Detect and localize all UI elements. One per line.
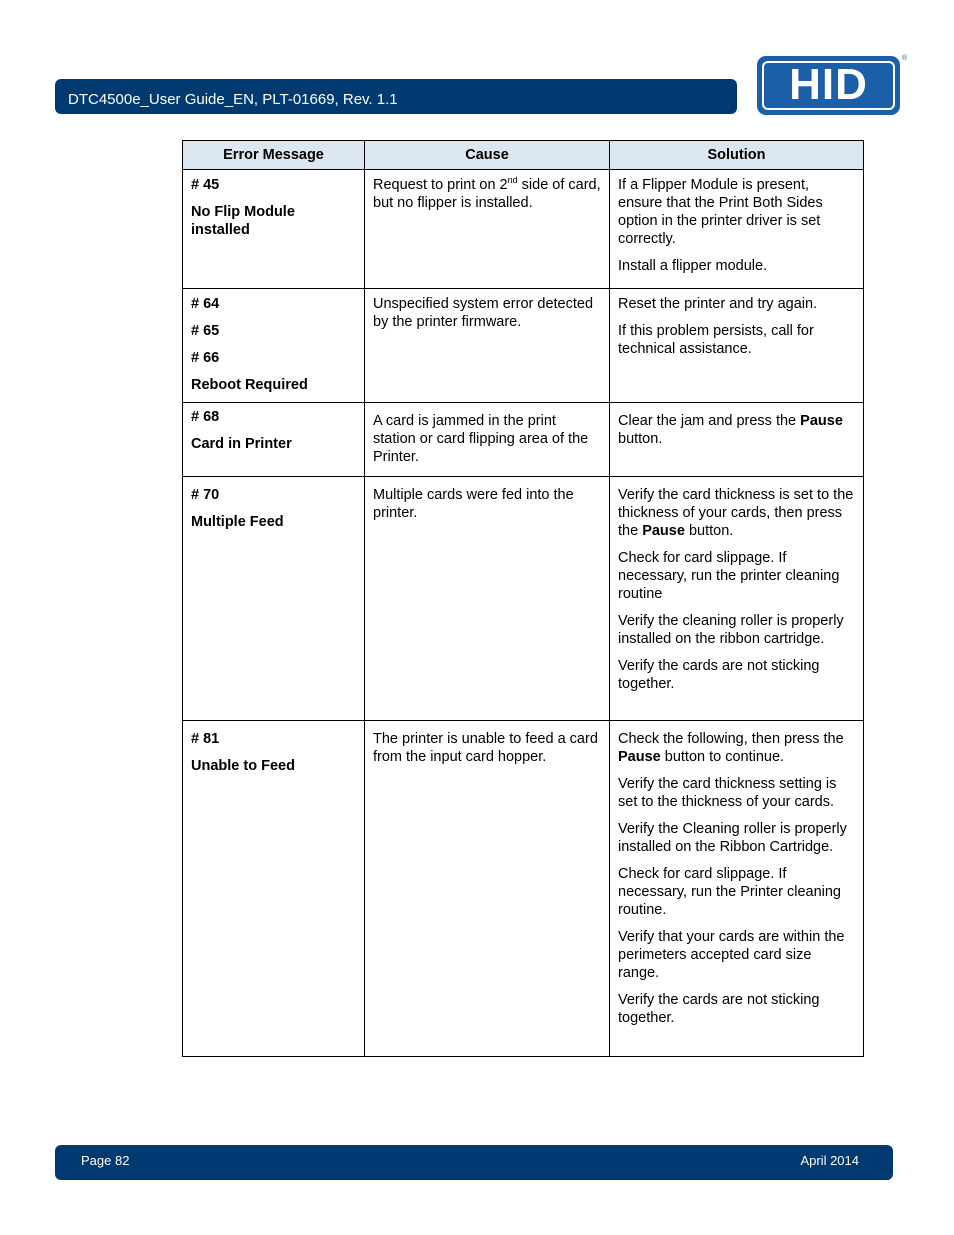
hid-logo	[757, 56, 900, 115]
solution-cell	[610, 721, 864, 1057]
document-header	[55, 79, 737, 114]
solution-text: Install a flipper module.	[618, 258, 768, 274]
pause-button-label: Pause	[618, 749, 661, 765]
table-row	[183, 289, 864, 403]
error-message-cell	[183, 289, 365, 403]
table-row	[183, 721, 864, 1057]
solution-text: Verify the card thickness is set to the thickness of your cards, then press the	[618, 487, 854, 539]
error-code: # 64	[191, 296, 220, 312]
solution-text-continued: button.	[618, 431, 663, 447]
error-message-cell	[183, 477, 365, 721]
error-message-cell	[183, 403, 365, 477]
cause-text: Unspecified system error detected by the printer firmware.	[373, 296, 594, 330]
cause-cell	[365, 721, 610, 1057]
table-row	[183, 403, 864, 477]
solution-text-continued: button to continue.	[660, 749, 785, 765]
error-code: # 68	[191, 409, 220, 425]
solution-text: Verify the cards are not sticking together.	[618, 992, 820, 1026]
solution-text-continued: button.	[684, 523, 734, 539]
cause-text: Multiple cards were fed into the printer.	[373, 487, 574, 521]
table-header-row	[183, 141, 864, 170]
ordinal-suffix: nd	[507, 175, 518, 186]
solution-cell	[610, 289, 864, 403]
document-footer	[55, 1145, 893, 1180]
error-name: No Flip Module installed	[191, 204, 295, 238]
cause-text: The printer is unable to feed a card from the input card hopper.	[373, 731, 598, 765]
cause-cell	[365, 403, 610, 477]
solution-text: Verify that your cards are within the perimeters accepted card size range.	[618, 929, 845, 981]
solution-cell	[610, 477, 864, 721]
document-title: DTC4500e_User Guide_EN, PLT-01669, Rev. 1.1	[68, 91, 398, 108]
solution-text: Verify the cleaning roller is properly installed on the ribbon cartridge.	[618, 613, 844, 647]
solution-text: Reset the printer and try again.	[618, 296, 818, 312]
solution-text: Verify the Cleaning roller is properly installed on the Ribbon Cartridge.	[618, 821, 847, 855]
error-code: # 70	[191, 487, 220, 503]
error-message-cell	[183, 170, 365, 289]
pause-button-label: Pause	[800, 413, 843, 429]
solution-cell	[610, 403, 864, 477]
error-code: # 81	[191, 731, 220, 747]
table-row	[183, 477, 864, 721]
solution-text: Verify the cards are not sticking together.	[618, 658, 820, 692]
solution-text: Check for card slippage. If necessary, run the Printer cleaning routine.	[618, 866, 841, 918]
cause-text-continued: side of card, but no flipper is installed.	[373, 177, 601, 211]
solution-text: Clear the jam and press the	[618, 413, 801, 429]
cause-text: A card is jammed in the print station or card flipping area of the Printer.	[373, 413, 589, 465]
page-number: Page 82	[81, 1153, 130, 1168]
solution-text: If a Flipper Module is present, ensure that the Print Both Sides option in the printer driver is set correctly.	[618, 177, 823, 247]
error-name: Unable to Feed	[191, 758, 295, 774]
cause-cell	[365, 477, 610, 721]
error-name: Card in Printer	[191, 436, 292, 452]
publication-date: April 2014	[800, 1153, 859, 1168]
cause-text: Request to print on 2	[373, 177, 508, 193]
solution-text: Check the following, then press the	[618, 731, 844, 747]
error-code: # 65	[191, 323, 220, 339]
column-header-cause: Cause	[365, 141, 610, 170]
cause-cell	[365, 289, 610, 403]
table-row	[183, 170, 864, 289]
solution-cell	[610, 170, 864, 289]
error-name: Multiple Feed	[191, 514, 284, 530]
error-code: # 45	[191, 177, 220, 193]
solution-text: Check for card slippage. If necessary, run the printer cleaning routine	[618, 550, 840, 602]
registered-mark: ®	[902, 55, 908, 62]
hid-logo-text: HID	[789, 60, 868, 109]
error-message-cell	[183, 721, 365, 1057]
solution-text: Verify the card thickness setting is set to the thickness of your cards.	[618, 776, 837, 810]
error-name: Reboot Required	[191, 377, 308, 393]
error-table	[182, 140, 864, 1057]
column-header-solution: Solution	[610, 141, 864, 170]
column-header-error-message: Error Message	[183, 141, 365, 170]
cause-cell	[365, 170, 610, 289]
pause-button-label: Pause	[642, 523, 685, 539]
solution-text: If this problem persists, call for technical assistance.	[618, 323, 814, 357]
error-code: # 66	[191, 350, 220, 366]
